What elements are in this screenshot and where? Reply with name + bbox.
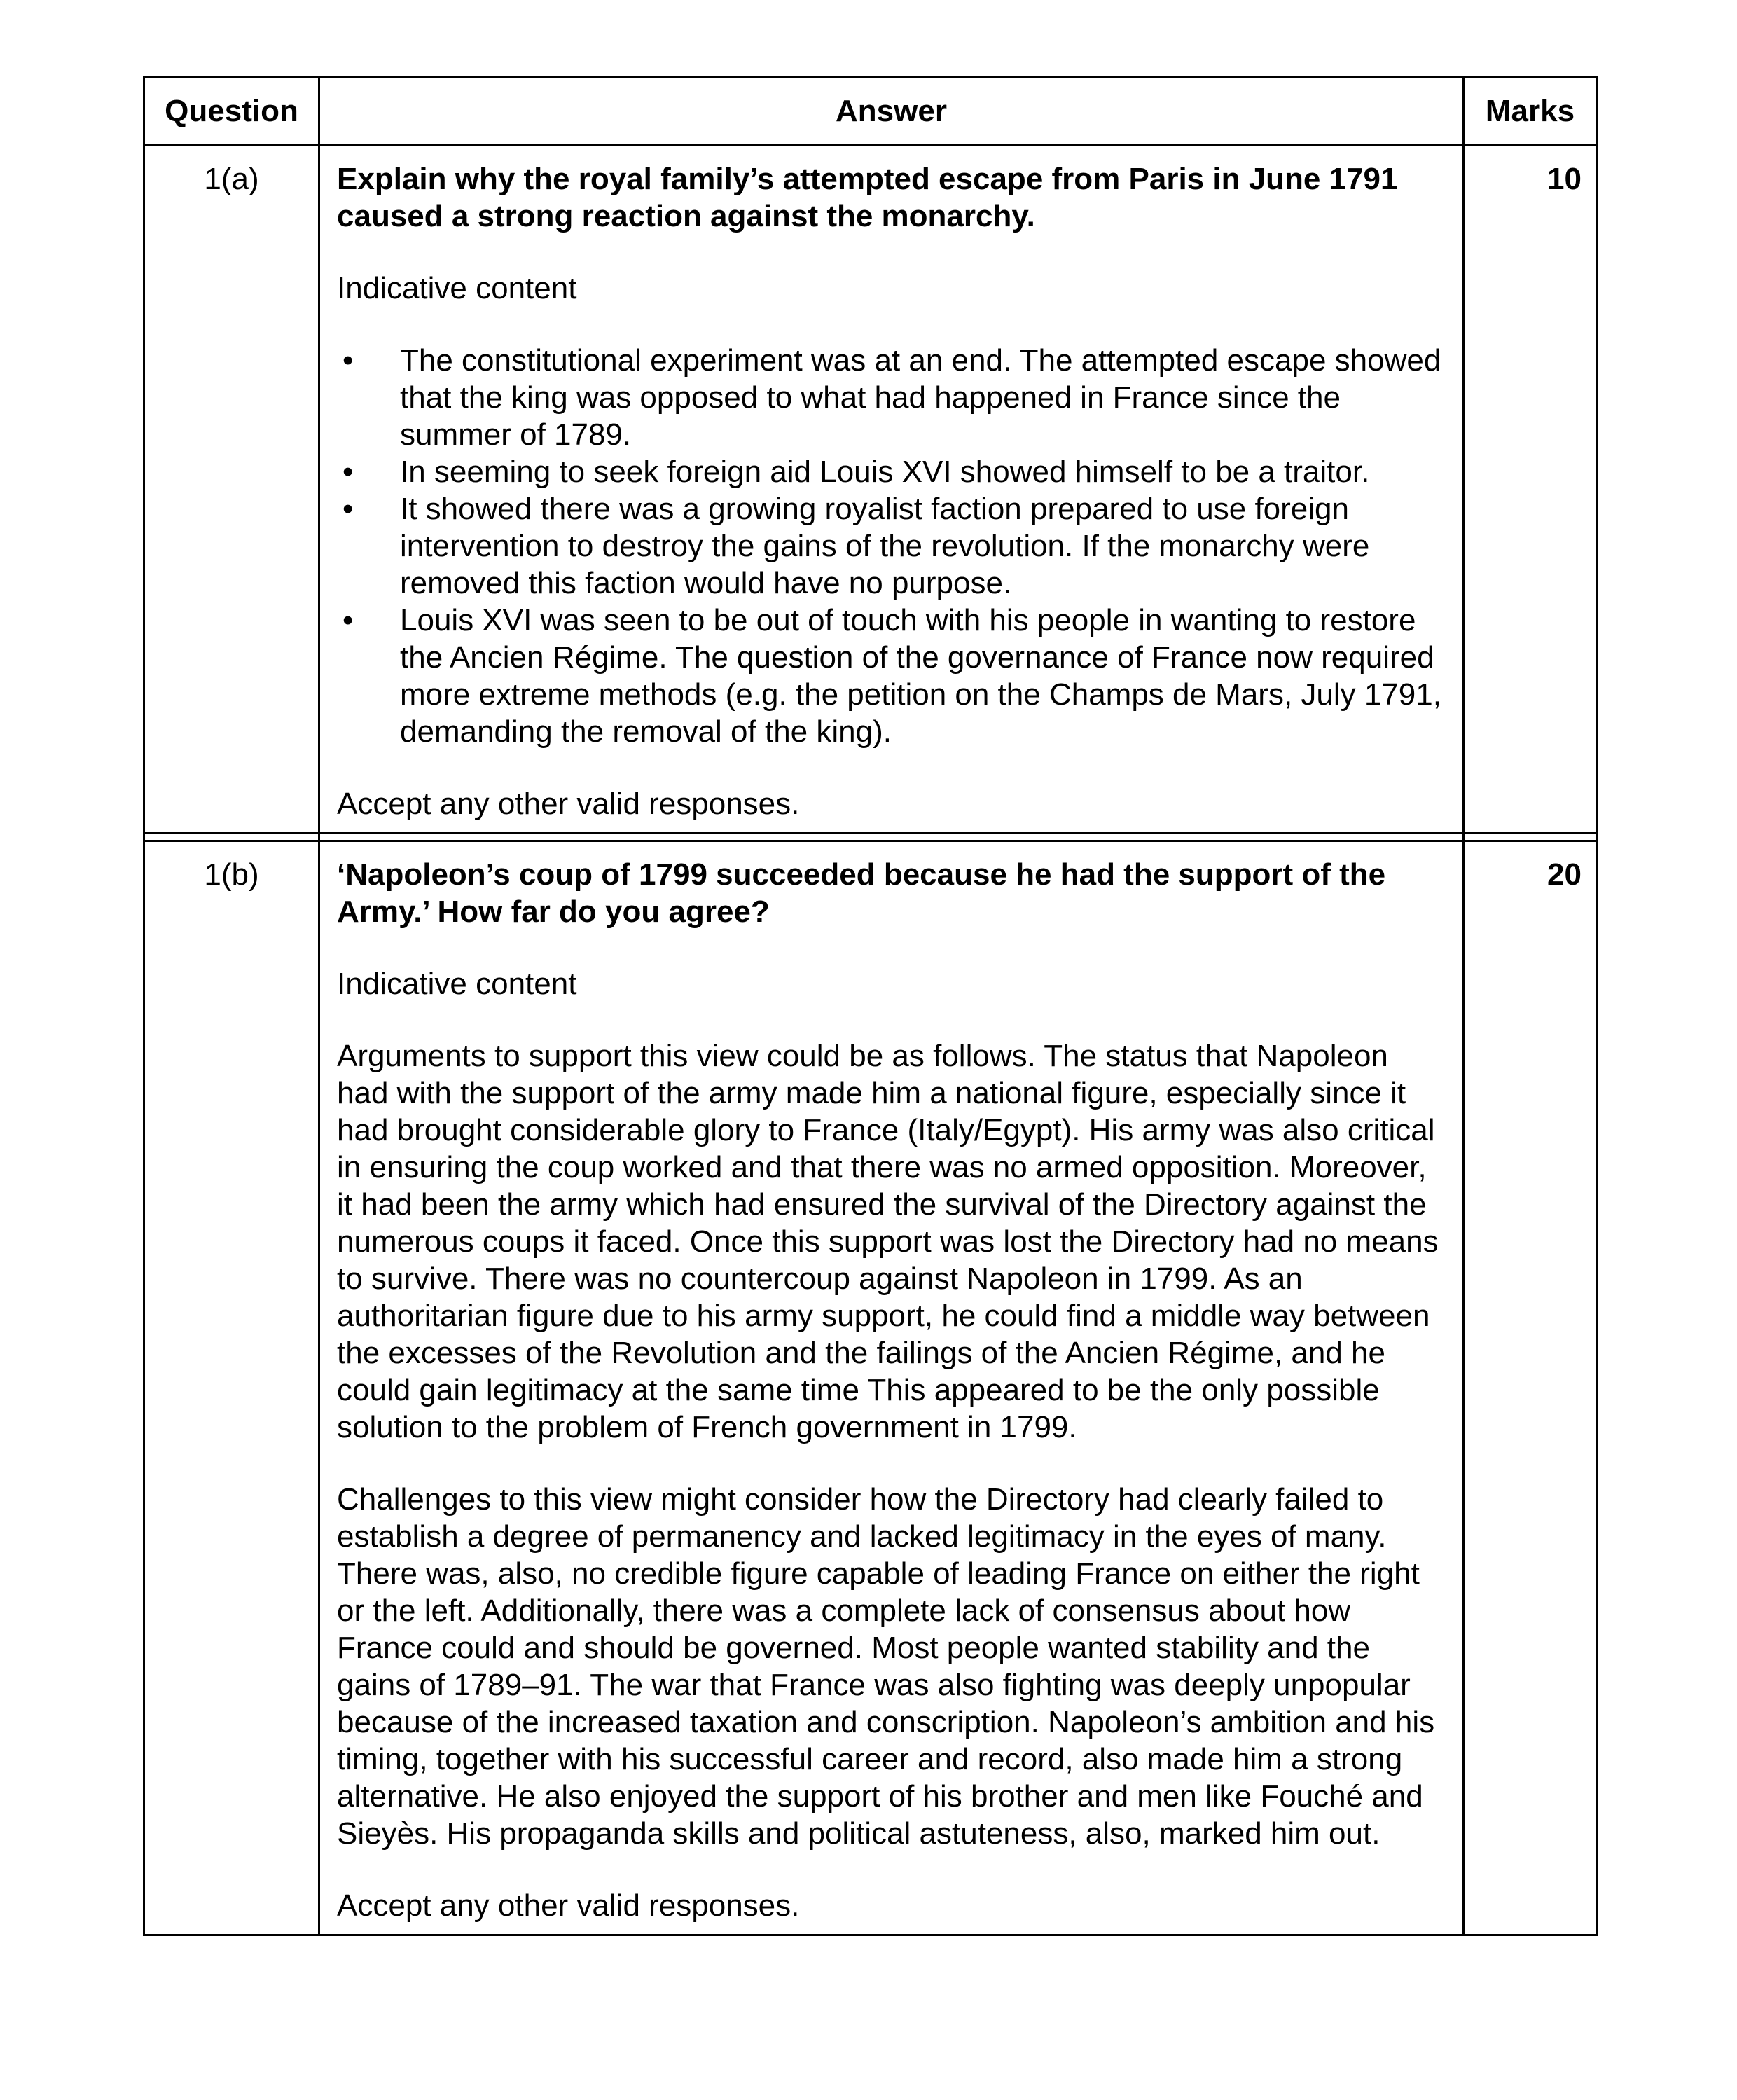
list-item [337,490,1446,602]
bullet-icon: • [342,492,354,526]
bullet-text: Louis XVI was seen to be out of touch with his people in wanting to restore the Ancien Régime. The question of the governance of France now required more extreme methods (e.g. the petition on the Champs de Mars, July 1791, demanding the removal of the king). [400,603,1441,749]
list-item [337,342,1446,453]
question-column-header: Question [144,77,319,146]
row-separator [144,834,1597,841]
bullet-text: The constitutional experiment was at an end. The attempted escape showed that the king was opposed to what had happened in France since the summer of 1789. [400,343,1441,452]
answer-cell [319,146,1464,834]
marks-value: 10 [1464,146,1597,834]
supporting-arguments-paragraph: Arguments to support this view could be as follows. The status that Napoleon had with the support of the army made him a national figure, especially since it had brought considerable glory to France (Italy/Egypt). His army was also critical in ensuring the coup worked and that there was no armed opposition. Moreover, it had been the army which had ensured the survival of the Directory against the numerous coups it faced. Once this support was lost the Directory had no means to survive. There was no countercoup against Napoleon in 1799. As an authoritarian figure due to his army support, he could find a middle way between the excesses of the Revolution and the failings of the Ancien Régime, and he could gain legitimacy at the same time This appeared to be the only possible solution to the problem of French government in 1799. [337,1039,1439,1444]
accept-other-responses: Accept any other valid responses. [337,1888,800,1923]
question-prompt: Explain why the royal family’s attempted escape from Paris in June 1791 caused a strong reaction against the monarchy. [337,162,1398,233]
bullet-text: In seeming to seek foreign aid Louis XVI showed himself to be a traitor. [400,455,1370,489]
bullet-icon: • [342,455,354,489]
table-row [144,146,1597,834]
answer-cell [319,841,1464,1935]
list-item [337,453,1446,490]
header-row [144,77,1597,146]
challenging-arguments-paragraph: Challenges to this view might consider how the Directory had clearly failed to establish a degree of permanency and lacked legitimacy in the eyes of many. There was, also, no credible figure capable of leading France on either the right or the left. Additionally, there was a complete lack of consensus about how France could and should be governed. Most people wanted stability and the gains of 1789–91. The war that France was also fighting was deeply unpopular because of the increased taxation and conscription. Napoleon’s ambition and his timing, together with his successful career and record, also made him a strong alternative. He also enjoyed the support of his brother and men like Fouché and Sieyès. His propaganda skills and political astuteness, also, marked him out. [337,1482,1435,1851]
question-number: 1(b) [144,841,319,1935]
answer-column-header: Answer [319,77,1464,146]
marks-value: 20 [1464,841,1597,1935]
bullet-icon: • [342,343,354,378]
question-prompt: ‘Napoleon’s coup of 1799 succeeded because he had the support of the Army.’ How far do you agree? [337,857,1386,929]
question-number: 1(a) [144,146,319,834]
mark-scheme-table [143,76,1598,1936]
bullet-text: It showed there was a growing royalist faction prepared to use foreign intervention to destroy the gains of the revolution. If the monarchy were removed this faction would have no purpose. [400,492,1370,600]
marks-column-header: Marks [1464,77,1597,146]
bullet-icon: • [342,603,354,637]
list-item [337,602,1446,750]
indicative-bullet-list [337,342,1446,750]
indicative-content-label: Indicative content [337,271,577,305]
table-row [144,841,1597,1935]
accept-other-responses: Accept any other valid responses. [337,787,800,821]
indicative-content-label: Indicative content [337,967,577,1001]
mark-scheme-page [143,76,1596,1936]
